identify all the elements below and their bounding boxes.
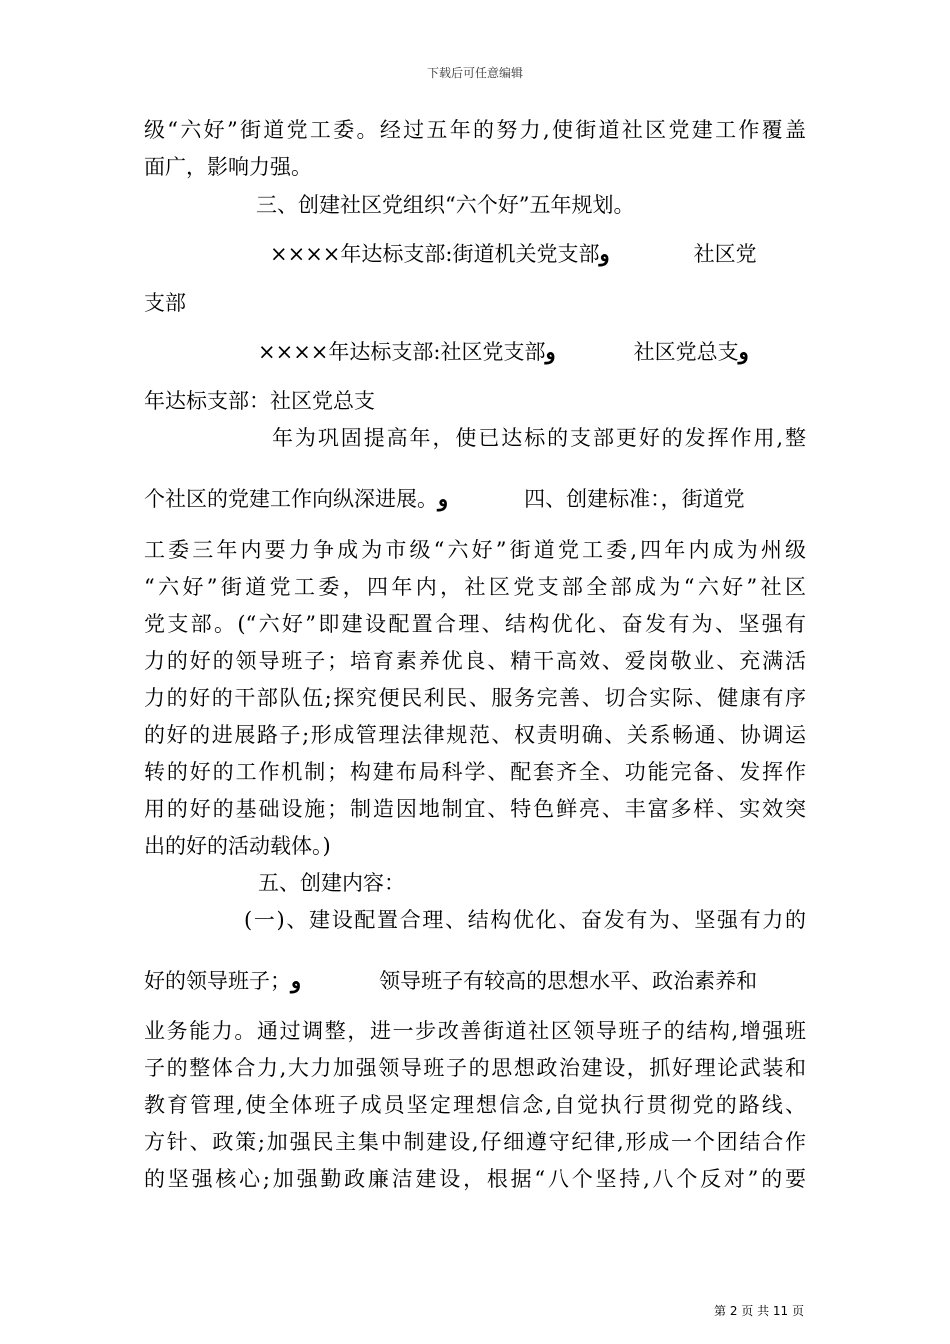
text-segment: ××××年达标支部:社区党支部	[258, 340, 546, 364]
text-line: 的好的进展路子;形成管理法律规范、权责明确、关系畅通、协调运	[144, 723, 806, 747]
text-line	[258, 338, 806, 366]
section-heading: 五、创建内容：	[258, 871, 405, 895]
text-line: 级“六好”街道党工委。经过五年的努力,使街道社区党建工作覆盖	[144, 118, 806, 142]
text-segment: 个社区的党建工作向纵深进展。	[144, 487, 438, 511]
text-segment: 社区党总支	[633, 340, 739, 364]
symbol-mark: و	[599, 241, 610, 266]
symbol-mark: و	[738, 339, 749, 364]
page-header: 下载后可任意编辑	[426, 66, 523, 80]
text-line	[270, 240, 806, 268]
text-segment: 好的领导班子；	[144, 969, 291, 993]
page-number: 第 2 页 共 11 页	[714, 1304, 804, 1318]
symbol-mark: و	[438, 486, 449, 511]
text-segment: 四、创建标准：，街道党	[524, 487, 745, 511]
text-line: 出的好的活动载体。)	[144, 834, 331, 858]
text-line: 力的好的干部队伍;探究便民利民、服务完善、切合实际、健康有序	[144, 686, 806, 710]
text-segment: 领导班子有较高的思想水平、政治素养和	[379, 969, 758, 993]
text-line: 用的好的基础设施；制造因地制宜、特色鲜亮、丰富多样、实效突	[144, 797, 806, 821]
text-line: 的坚强核心;加强勤政廉洁建设，根据“八个坚持,八个反对”的要	[144, 1167, 806, 1191]
text-line: 力的好的领导班子；培育素养优良、精干高效、爱岗敬业、充满活	[144, 649, 806, 673]
subsection-heading: (一)、建设配置合理、结构优化、奋发有为、坚强有力的	[244, 908, 806, 932]
text-line	[144, 485, 806, 513]
text-line: 方针、政策;加强民主集中制建设,仔细遵守纪律,形成一个团结合作	[144, 1130, 806, 1154]
text-line: 三、创建社区党组织“六个好”五年规划。	[256, 193, 635, 217]
text-line: 教育管理,使全体班子成员坚定理想信念,自觉执行贯彻党的路线、	[144, 1093, 806, 1117]
symbol-mark: و	[291, 968, 302, 993]
text-line	[144, 967, 806, 995]
text-line: 年达标支部：社区党总支	[144, 389, 375, 413]
text-line: 党支部。(“六好”即建设配置合理、结构优化、奋发有为、坚强有	[144, 612, 806, 636]
text-line: 业务能力。通过调整，进一步改善街道社区领导班子的结构,增强班	[144, 1019, 806, 1043]
text-line: 年为巩固提高年，使已达标的支部更好的发挥作用,整	[272, 426, 806, 450]
text-line: 支部	[144, 291, 186, 315]
text-line: 子的整体合力,大力加强领导班子的思想政治建设，抓好理论武装和	[144, 1056, 806, 1080]
text-line: 转的好的工作机制；构建布局科学、配套齐全、功能完备、发挥作	[144, 760, 806, 784]
text-line: 工委三年内要力争成为市级“六好”街道党工委,四年内成为州级	[144, 538, 806, 562]
text-line: 面广，影响力强。	[144, 155, 312, 179]
text-line: “六好”街道党工委，四年内，社区党支部全部成为“六好”社区	[144, 575, 806, 599]
symbol-mark: و	[545, 339, 556, 364]
text-segment: 社区党	[693, 242, 757, 266]
text-segment: ××××年达标支部:街道机关党支部	[270, 242, 600, 266]
